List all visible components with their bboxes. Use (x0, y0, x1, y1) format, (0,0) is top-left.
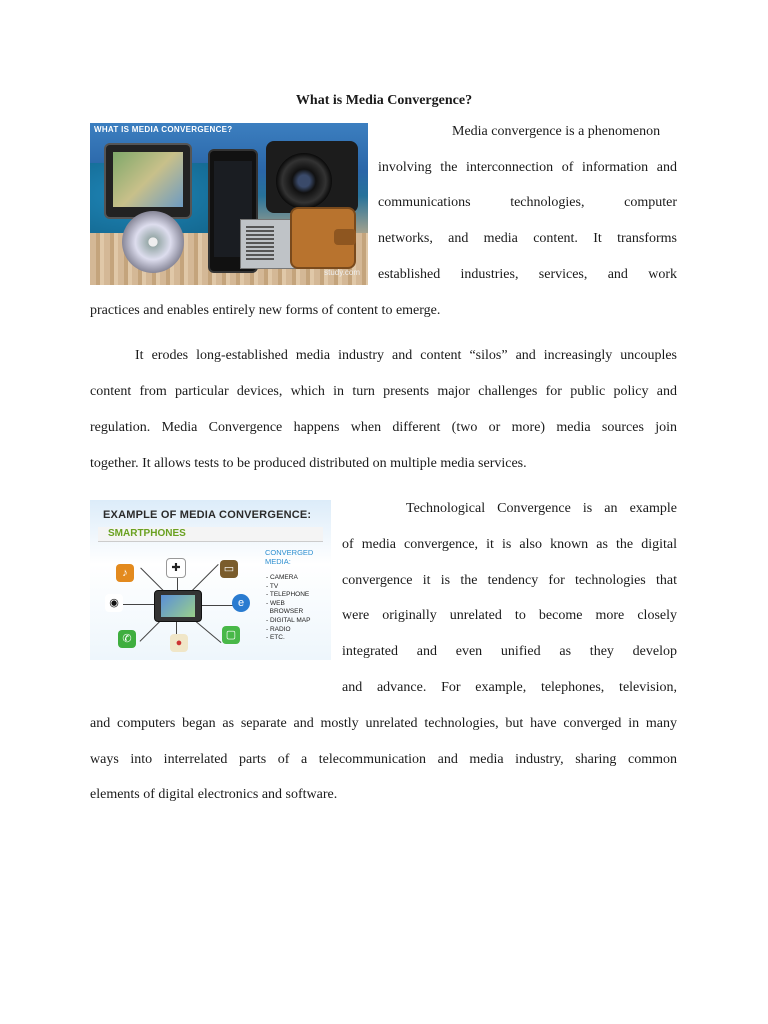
para3-line: were originally unrelated to become more closely (342, 608, 677, 623)
disc-icon (122, 211, 184, 273)
para3-line: and computers began as separate and mostly unrelated technologies, but have converged in many (90, 716, 677, 731)
camera-icon: ◉ (105, 594, 123, 612)
map-icon: ● (170, 634, 188, 652)
tv-icon: ▭ (220, 560, 238, 578)
para3-line: elements of digital electronics and software. (90, 787, 338, 802)
image-banner: WHAT IS MEDIA CONVERGENCE? (94, 125, 233, 134)
page-title: What is Media Convergence? (295, 93, 473, 108)
para1-line: communications technologies, computer (378, 195, 677, 210)
music-icon: ♪ (116, 564, 134, 582)
media-convergence-image (90, 123, 368, 285)
para2-line: regulation. Media Convergence happens when different (two or more) media sources join (90, 420, 677, 435)
subheading-bar (98, 527, 323, 541)
para3-line: integrated and even unified as they develop (342, 644, 677, 659)
para1-line: networks, and media content. It transforms (378, 231, 677, 246)
browser-icon: e (232, 594, 250, 612)
converged-media-title: CONVERGED MEDIA: (265, 548, 314, 566)
para1-line: practices and enables entirely new forms of content to emerge. (90, 303, 441, 318)
wallet-icon (290, 207, 356, 269)
list-item: - RADIO (266, 625, 291, 633)
para3-line: of media convergence, it is also known as the digital (342, 537, 677, 552)
list-item: - ETC. (266, 634, 285, 642)
list-item: - CAMERA (266, 574, 298, 581)
gps-device-icon (104, 143, 192, 219)
list-item: - WEB (266, 599, 285, 607)
para3-line: and advance. For example, telephones, television, (342, 680, 677, 695)
smartphones-convergence-image (90, 500, 331, 660)
para2-line: together. It allows tests to be produced distributed on multiple media services. (90, 456, 527, 471)
para3-line: Technological Convergence is an example (406, 501, 677, 516)
converged-media-list (266, 574, 310, 643)
message-icon: ▢ (222, 626, 240, 644)
gamepad-icon: ✚ (166, 558, 186, 578)
para1-line: involving the interconnection of information and (378, 160, 677, 175)
image-heading: EXAMPLE OF MEDIA CONVERGENCE: (103, 509, 312, 521)
list-item: - TV (266, 582, 279, 590)
camera-icon (266, 141, 358, 213)
list-item: - DIGITAL MAP (266, 616, 311, 624)
para3-line: convergence it is the tendency for technologies that (342, 573, 677, 588)
watermark: study.com (324, 268, 360, 277)
para2-line: content from particular devices, which in turn presents major challenges for public policy and (90, 384, 677, 399)
para1-line: Media convergence is a phenomenon (452, 124, 661, 139)
list-item: BROWSER (266, 608, 304, 616)
para1-line: established industries, services, and work (378, 267, 677, 282)
para2-line: It erodes long-established media industry and content “silos” and increasingly uncouples (135, 348, 677, 363)
smartphones-hub-icon (154, 590, 202, 622)
phone-icon: ✆ (118, 630, 136, 648)
list-item: - TELEPHONE (266, 591, 310, 599)
para3-line: ways into interrelated parts of a telecommunication and media industry, sharing common (90, 752, 677, 767)
image-subheading: SMARTPHONES (108, 528, 186, 539)
